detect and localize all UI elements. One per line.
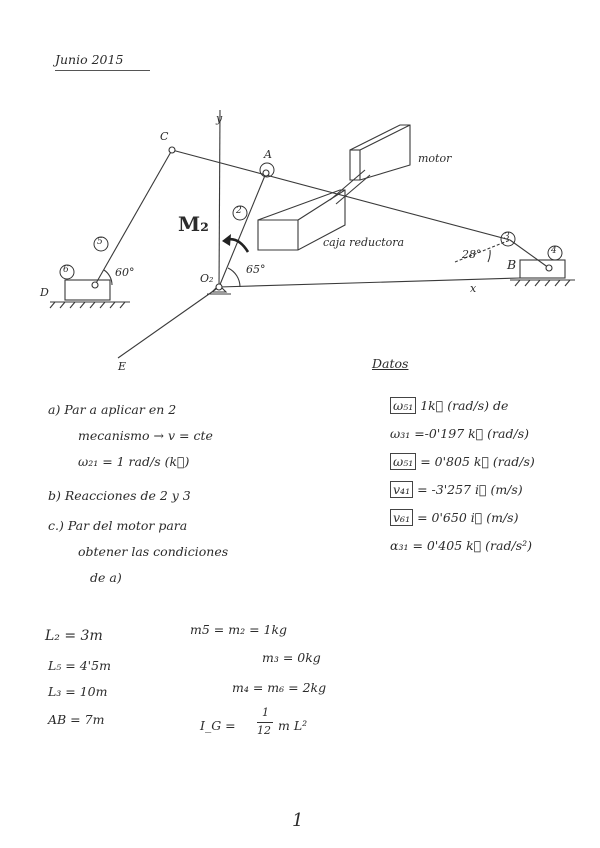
datos-row: [390, 420, 535, 448]
point-e-label: E: [118, 360, 127, 373]
param-m4: m₄ = m₆ = 2kg: [232, 680, 327, 695]
link-3-number: 3: [504, 232, 510, 242]
datos-row: [390, 532, 535, 560]
param-ig-frac-line: [257, 722, 273, 723]
param-ab: AB = 7m: [48, 712, 105, 727]
param-ig-rhs: m L²: [278, 718, 308, 733]
question-b-line1: b) Reacciones de 2 y 3: [48, 488, 191, 503]
datos-title: Datos: [372, 356, 409, 371]
link-dc: [95, 150, 172, 285]
datos-row: [390, 476, 535, 504]
datos-row-label: ω₅₁: [390, 397, 416, 414]
datos-row-label: ω₅₁: [390, 453, 416, 470]
datos-row-value: = 0'405 k⃗ (rad/s²): [412, 538, 532, 553]
point-b-label: B: [507, 257, 517, 272]
datos-row-label: v₄₁: [390, 481, 413, 498]
question-a-line1: a) Par a aplicar en 2: [48, 402, 177, 417]
motor-label: motor: [418, 152, 452, 165]
link-cb: [172, 150, 510, 240]
page-date: Junio 2015: [55, 52, 124, 67]
datos-row: [390, 504, 535, 532]
param-ig-frac-bottom: 12: [257, 724, 271, 737]
link-6-number: 6: [63, 265, 69, 275]
angle-28-label: 28°: [462, 248, 482, 261]
param-m3: m₃ = 0kg: [262, 650, 321, 665]
question-a-line2: mecanismo → v = cte: [78, 428, 213, 443]
question-c-line2: obtener las condiciones: [78, 544, 229, 559]
datos-row-label: α₃₁: [390, 538, 409, 553]
y-axis-label: y: [216, 112, 223, 125]
o2-label: O₂: [200, 272, 214, 285]
angle-65-label: 65°: [246, 263, 266, 276]
link-5-number: 5: [97, 237, 103, 247]
param-l3: L₃ = 10m: [48, 684, 108, 699]
datos-row-value: =-0'197 k⃗ (rad/s): [414, 426, 529, 441]
link-2-number: 2: [236, 206, 242, 216]
param-l5: L₅ = 4'5m: [48, 658, 111, 673]
datos-row-value: 1k⃗ (rad/s) de: [420, 398, 509, 413]
point-a-label: A: [264, 148, 272, 161]
datos-row-label: ω₃₁: [390, 426, 411, 441]
point-d-label: D: [40, 286, 49, 299]
link-4-number: 4: [551, 246, 557, 256]
datos-row-value: = 0'805 k⃗ (rad/s): [420, 454, 535, 469]
datos-row-label: v₆₁: [390, 509, 413, 526]
question-c-line1: c.) Par del motor para: [48, 518, 188, 533]
question-a-line3: ω₂₁ = 1 rad/s (k⃗): [78, 454, 190, 469]
motor-box: [350, 125, 410, 180]
moment-label: M₂: [178, 212, 209, 236]
question-c-line3: de a): [90, 570, 122, 585]
gearbox-label: caja reductora: [323, 236, 405, 249]
page-number: 1: [292, 810, 304, 831]
datos-row-value: = 0'650 i⃗ (m/s): [417, 510, 519, 525]
datos-list: [390, 392, 535, 560]
x-axis-label: x: [470, 282, 477, 295]
e-axis-line: [118, 287, 219, 358]
datos-row: [390, 392, 535, 420]
datos-row-value: = -3'257 i⃗ (m/s): [417, 482, 523, 497]
param-l2: L₂ = 3m: [45, 628, 103, 644]
y-axis-line: [219, 110, 220, 290]
point-c-label: C: [160, 130, 169, 143]
slider-6: [65, 280, 110, 300]
datos-row: [390, 448, 535, 476]
param-m5: m5 = m₂ = 1kg: [190, 622, 288, 637]
param-ig-frac-top: 1: [262, 706, 269, 719]
angle-60-label: 60°: [115, 266, 135, 279]
param-ig-lhs: I_G =: [200, 718, 236, 733]
